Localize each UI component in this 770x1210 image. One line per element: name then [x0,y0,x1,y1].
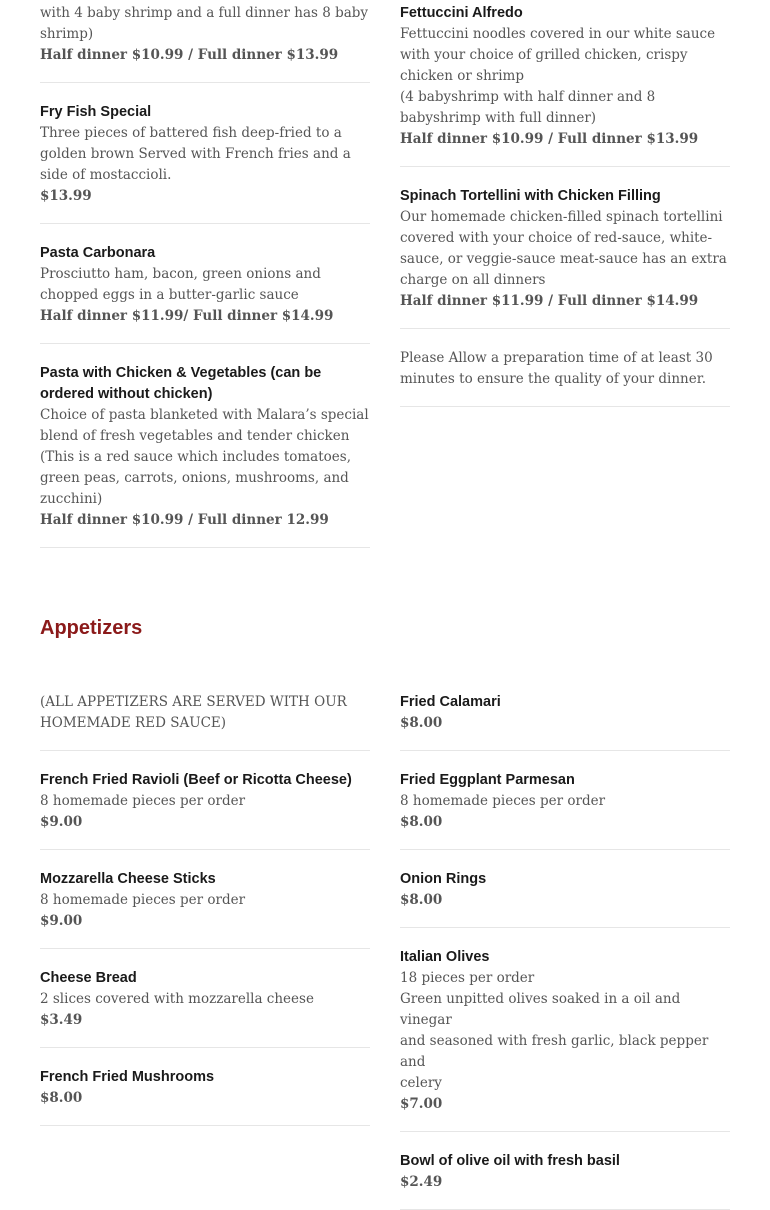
menu-item [400,167,730,329]
menu-item [40,850,370,949]
appetizers-column-left [40,692,370,1126]
menu-item-title: Fried Calamari [400,694,501,710]
menu-item-price: $13.99 [40,188,92,204]
menu-item-price: Half dinner $11.99 / Full dinner $14.99 [400,293,699,309]
menu-item-description: 2 slices covered with mozzarella cheese [40,991,314,1007]
menu-item-title: Fry Fish Special [40,104,152,120]
menu-item [40,83,370,224]
menu-item-title: Italian Olives [400,949,490,965]
menu-item-description: with 4 baby shrimp and a full dinner has 8 baby [40,5,369,21]
menu-item-description: golden brown Served with French fries and a [40,146,351,162]
menu-item [400,1132,730,1210]
menu-item-description: 8 homemade pieces per order [40,793,246,809]
menu-item-description: 8 homemade pieces per order [400,793,606,809]
menu-item-description: green peas, carrots, onions, mushrooms, and [40,470,349,486]
menu-item-description: Fettuccini noodles covered in our white sauce [400,26,716,42]
appetizers-heading: Appetizers [40,617,143,639]
menu-item-title: French Fried Mushrooms [40,1069,215,1085]
menu-item-description: with your choice of grilled chicken, crispy [400,47,688,63]
menu-item-price: $8.00 [400,715,443,731]
menu-item-title: Mozzarella Cheese Sticks [40,871,216,887]
menu-item-price: Half dinner $10.99 / Full dinner $13.99 [400,131,699,147]
menu-item [400,329,730,407]
menu-item-description: Green unpitted olives soaked in a oil and vinegar [400,991,681,1028]
menu-item [40,949,370,1048]
menu-item-description: sauce, or veggie-sauce meat-sauce has an extra [400,251,727,267]
menu-item-price: $8.00 [400,814,443,830]
menu-item-description: celery [400,1075,442,1091]
menu-item-description: HOMEMADE RED SAUCE) [40,715,227,731]
menu-item-description: chicken or shrimp [400,68,524,84]
menu-item-description: babyshrimp with full dinner) [400,110,597,126]
menu-item-price: $9.00 [40,913,83,929]
menu-item [400,928,730,1132]
menu-item [40,1048,370,1126]
menu-item-description: 18 pieces per order [400,970,535,986]
menu-item-title: French Fried Ravioli (Beef or Ricotta Cheese) [40,772,352,788]
menu-item [40,224,370,344]
menu-item-description: Three pieces of battered fish deep-fried to a [40,125,342,141]
menu-item [40,692,370,751]
menu-item-price: Half dinner $10.99 / Full dinner 12.99 [40,512,329,528]
menu-item-title: Fettuccini Alfredo [400,5,523,21]
menu-item [400,3,730,167]
menu-item-title: Pasta with Chicken & Vegetables (can be ordered without chicken) [40,365,322,402]
menu-item-description: covered with your choice of red-sauce, white- [400,230,713,246]
menu-item-price: $8.00 [40,1090,83,1106]
menu-item-description: (4 babyshrimp with half dinner and 8 [400,89,656,105]
menu-item-description: Please Allow a preparation time of at least 30 [400,350,713,366]
appetizers-column-right [400,692,730,1210]
menu-item-description: chopped eggs in a butter-garlic sauce [40,287,299,303]
menu-item-price: $2.49 [400,1174,443,1190]
menu-item-price: Half dinner $11.99/ Full dinner $14.99 [40,308,334,324]
menu-item-price: $9.00 [40,814,83,830]
pasta-column-right [400,3,730,407]
menu-item-description: 8 homemade pieces per order [40,892,246,908]
menu-item [40,3,370,83]
menu-item-description: charge on all dinners [400,272,546,288]
menu-item-description: blend of fresh vegetables and tender chicken [40,428,350,444]
menu-item-description: Our homemade chicken-filled spinach tortellini [400,209,723,225]
menu-item-price: $7.00 [400,1096,443,1112]
menu-item-description: Choice of pasta blanketed with Malara’s special [40,407,369,423]
menu-item-price: $3.49 [40,1012,83,1028]
menu-item [400,751,730,850]
pasta-column-left [40,3,370,548]
menu-item-price: $8.00 [400,892,443,908]
menu-item-title: Bowl of olive oil with fresh basil [400,1153,620,1169]
menu-item-title: Fried Eggplant Parmesan [400,772,575,788]
menu-item-description: (This is a red sauce which includes tomatoes, [40,449,351,465]
menu-item [40,344,370,548]
menu-item [40,751,370,850]
menu-item-title: Onion Rings [400,871,487,887]
menu-item-price: Half dinner $10.99 / Full dinner $13.99 [40,47,339,63]
menu-item [400,850,730,928]
menu-item-description: minutes to ensure the quality of your dinner. [400,371,706,387]
menu-item-description: (ALL APPETIZERS ARE SERVED WITH OUR [40,694,347,710]
menu-item-description: side of mostaccioli. [40,167,172,183]
menu-item-title: Spinach Tortellini with Chicken Filling [400,188,661,204]
menu-item [400,692,730,751]
menu-item-title: Cheese Bread [40,970,137,986]
menu-item-description: Prosciutto ham, bacon, green onions and [40,266,321,282]
menu-item-description: shrimp) [40,26,94,42]
menu-item-title: Pasta Carbonara [40,245,156,261]
menu-item-description: and seasoned with fresh garlic, black pepper and [400,1033,709,1070]
menu-item-description: zucchini) [40,491,103,507]
